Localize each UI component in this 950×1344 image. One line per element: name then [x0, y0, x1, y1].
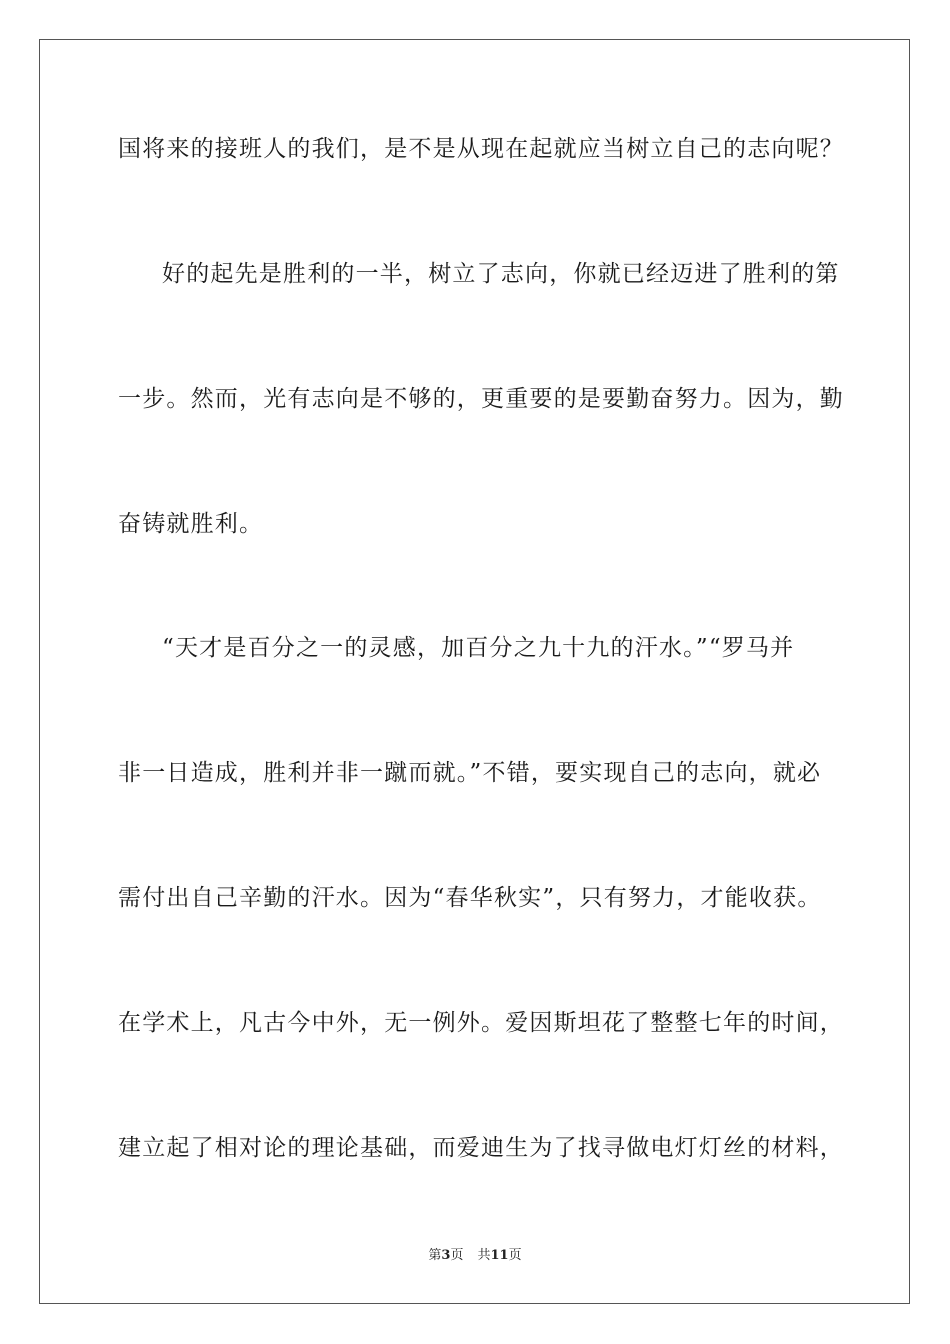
paragraph-start-line: “天才是百分之一的灵感，加百分之九十九的汗水。”“罗马并 [162, 635, 795, 661]
text-line: 在学术上，凡古今中外，无一例外。爱因斯坦花了整整七年的时间， [118, 1010, 844, 1036]
text-line: 需付出自己辛勤的汗水。因为“春华秋实”，只有努力，才能收获。 [118, 885, 822, 911]
current-page-number: 3 [441, 1248, 451, 1263]
text-line: 建立起了相对论的理论基础，而爱迪生为了找寻做电灯灯丝的材料， [118, 1135, 844, 1161]
page-border [39, 39, 910, 1304]
total-prefix: 共 [477, 1248, 491, 1263]
page-prefix: 第 [428, 1248, 442, 1263]
total-suffix: 页 [508, 1248, 522, 1263]
text-line: 国将来的接班人的我们，是不是从现在起就应当树立自己的志向呢？ [118, 136, 844, 162]
page-suffix: 页 [450, 1248, 464, 1263]
text-line: 非一日造成，胜利并非一蹴而就。”不错，要实现自己的志向，就必 [118, 760, 822, 786]
text-line: 奋铸就胜利。 [118, 511, 264, 537]
page-footer [0, 1247, 950, 1265]
total-page-count: 11 [490, 1248, 509, 1263]
text-line: 一步。然而，光有志向是不够的，更重要的是要勤奋努力。因为，勤 [118, 386, 844, 412]
paragraph-start-line: 好的起先是胜利的一半，树立了志向，你就已经迈进了胜利的第 [162, 261, 840, 287]
